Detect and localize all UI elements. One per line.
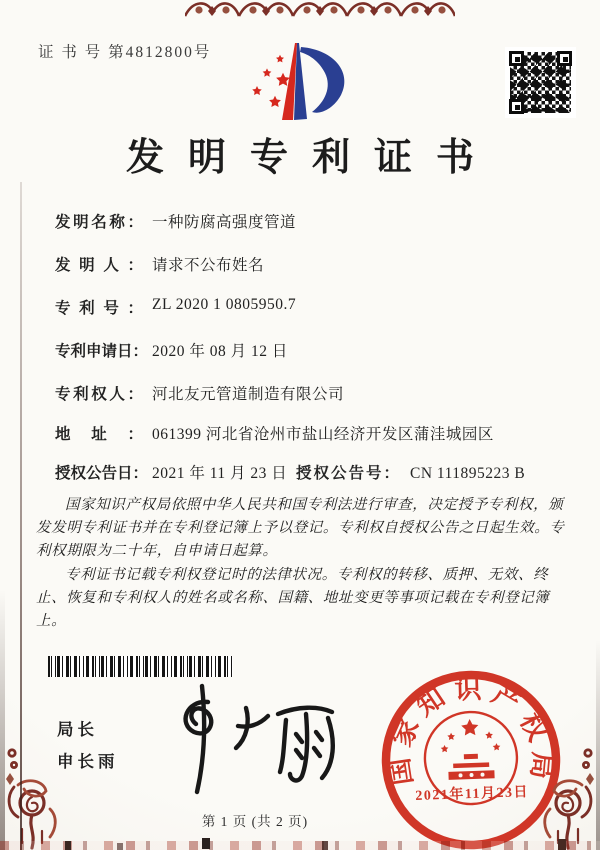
field-value: 一种防腐高强度管道	[152, 214, 297, 231]
field-value: 061399 河北省沧州市盐山经济开发区蒲洼城园区	[152, 426, 494, 443]
field-label: 地址：	[55, 426, 143, 443]
field-label: 专利权人：	[55, 386, 143, 403]
cnipa-logo	[230, 40, 370, 135]
barcode-icon	[48, 656, 233, 677]
field-value: CN 111895223 B	[410, 465, 526, 482]
certificate-title: 发明专利证书	[125, 137, 498, 179]
bottom-left-corner-ornament	[2, 745, 66, 850]
legal-text-block	[36, 494, 568, 633]
field-row-patent-number	[55, 296, 296, 318]
field-label: 发明人：	[55, 257, 143, 274]
field-label: 授权公告日：	[55, 465, 149, 482]
field-row-invention-name	[55, 210, 296, 232]
scan-left-border-line	[20, 182, 22, 850]
scan-right-edge-shadow	[596, 640, 600, 850]
qr-finder-top-right	[557, 51, 572, 66]
legal-paragraph-1: 国家知识产权局依照中华人民共和国专利法进行审查，决定授予专利权，颁发发明专利证书并在专利登记簿上予以登记。专利权自授权公告之日起生效。专利权期限为二十年，自申请日起算。	[36, 497, 565, 560]
scan-left-edge-shadow	[0, 590, 5, 850]
logo-blue-bowl	[300, 47, 344, 113]
field-row-grant-number	[296, 461, 525, 483]
handwritten-signature	[150, 680, 340, 798]
field-row-patentee	[55, 382, 344, 404]
field-row-address	[55, 422, 494, 444]
legal-paragraph-2: 专利证书记载专利权登记时的法律状况。专利权的转移、质押、无效、终止、恢复和专利权人的姓名或名称、国籍、地址变更等事项记载在专利登记簿上。	[36, 566, 550, 629]
commissioner-name: 申长雨	[57, 753, 119, 771]
field-value: 请求不公布姓名	[152, 257, 265, 274]
top-ornament-border	[185, 0, 455, 22]
field-row-grant-date	[55, 461, 287, 483]
field-row-inventor	[55, 253, 264, 275]
qr-code-icon	[505, 47, 576, 118]
field-label: 发明名称：	[55, 214, 143, 231]
field-value: 2020 年 08 月 12 日	[152, 343, 288, 360]
field-label: 专利申请日：	[55, 343, 149, 360]
bottom-right-corner-ornament	[534, 745, 598, 850]
seal-organization-text: 国家知识产权局	[383, 673, 558, 788]
bottom-border-pattern	[0, 841, 600, 850]
qr-finder-top-left	[509, 51, 524, 66]
field-value: ZL 2020 1 0805950.7	[152, 296, 297, 313]
field-value: 2021 年 11 月 23 日	[152, 465, 288, 482]
certificate-number: 证 书 号 第4812800号	[38, 44, 212, 61]
scan-specks	[0, 0, 4, 7]
field-value: 河北友元管道制造有限公司	[152, 386, 345, 403]
seal-date-text: 2021年11月23日	[415, 785, 530, 804]
field-row-filing-date	[55, 339, 288, 361]
field-label: 授权公告号：	[296, 465, 402, 482]
commissioner-post-label: 局长	[57, 721, 98, 739]
page-number: 第 1 页 (共 2 页)	[201, 814, 309, 829]
field-label: 专利号：	[55, 300, 143, 317]
qr-finder-bottom-left	[509, 99, 524, 114]
